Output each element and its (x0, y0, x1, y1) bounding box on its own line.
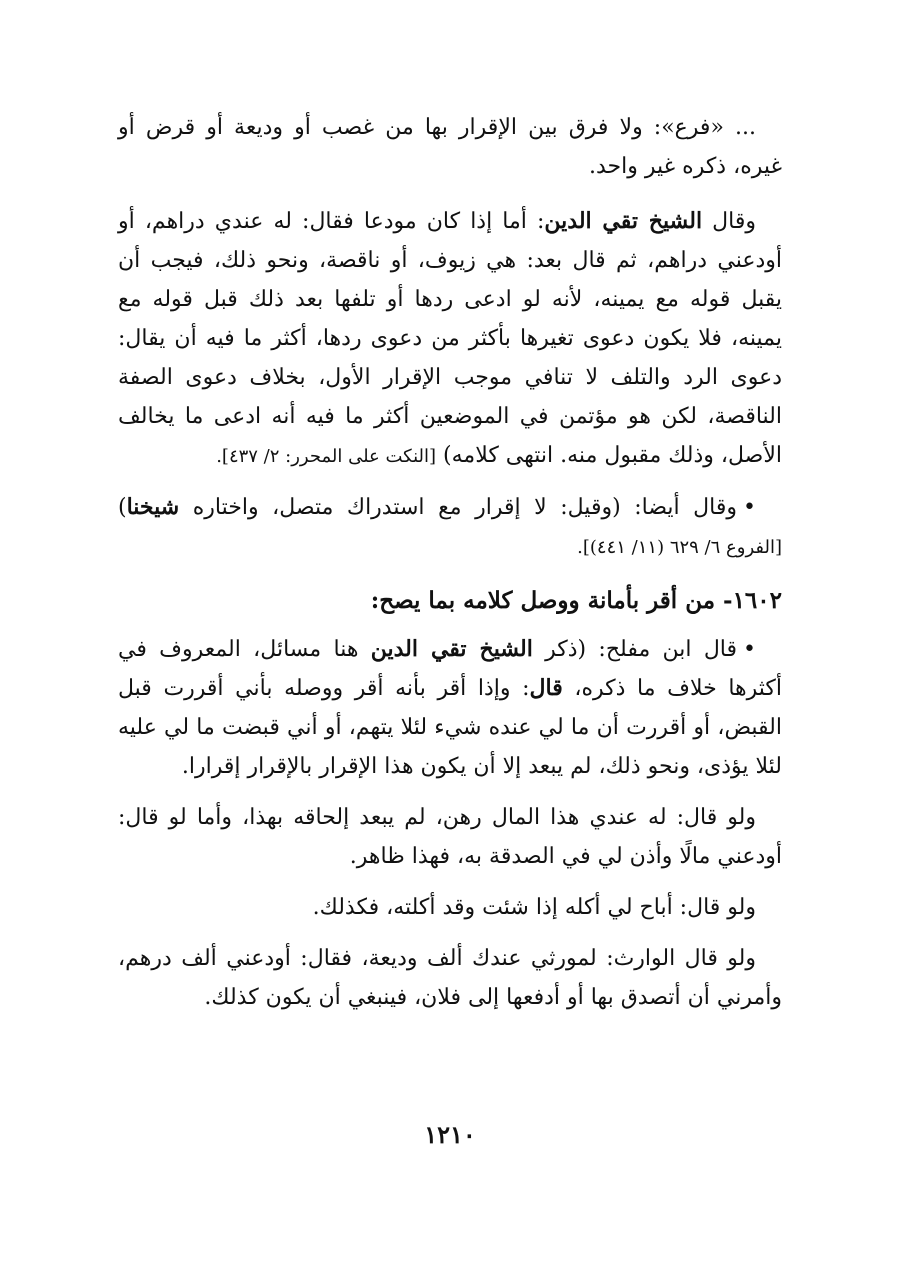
text-segment: قال ابن مفلح: (ذكر (532, 637, 738, 662)
bullet-icon: • (743, 637, 757, 662)
name-highlight: الشيخ تقي الدين (370, 636, 533, 662)
text-segment: وقال (702, 209, 756, 234)
reference-citation: [النكت على المحرر: ٢/ ٤٣٧]. (216, 446, 437, 467)
paragraph-text: ... «فرع»: ولا فرق بين الإقرار بها من غصب أو وديعة أو قرض أو غيره، ذكره غير واحد. (118, 115, 782, 179)
text-segment: : أما إذا كان مودعا فقال: له عندي دراهم، أو أودعني دراهم، ثم قال بعد: هي زيوف، أو ناقصة، ونحو ذلك، فيجب أن يقبل قوله مع يمينه، لأنه لو ادعى ردها أو تلفها بعد ذلك قبل قوله مع يمينه، فلا يكون دعوى تغيرها بأكثر من دعوى ردها، أكثر ما فيه أن يقال: دعوى الرد والتلف لا تنافي موجب الإقرار الأول، بخلاف دعوى الصفة الناقصة، لكن هو مؤتمن في الموضعين أكثر ما فيه أنه ادعى ما يخالف الأصل، وذلك مقبول منه. انتهى كلامه) (118, 209, 782, 468)
paragraph-shaykh-quote (118, 202, 782, 476)
paragraph-text: ولو قال: له عندي هذا المال رهن، لم يبعد إلحاقه بهذا، وأما لو قال: أودعني مالًا وأذن لي في الصدقة به، فهذا ظاهر. (118, 805, 782, 869)
text-segment: ) (118, 495, 127, 520)
name-highlight: شيخنا (126, 494, 180, 520)
section-title: من أقر بأمانة ووصل كلامه بما يصح: (370, 587, 716, 614)
section-heading (118, 581, 782, 620)
paragraph-text: ولو قال الوارث: لمورثي عندك ألف وديعة، فقال: أودعني ألف درهم، وأمرني أن أتصدق بها أو أدفعها إلى فلان، فينبغي أن يكون كذلك. (118, 946, 782, 1010)
bullet-icon: • (743, 495, 756, 520)
paragraph-rahn (118, 798, 782, 876)
paragraph-abaha (118, 888, 782, 927)
page-number: ١٢١٠ (424, 1120, 476, 1149)
reference-citation: [الفروع ٦/ ٦٢٩ (١١/ ٤٤١)]. (577, 537, 782, 558)
text-segment: وقال أيضا: (وقيل: لا إقرار مع استدراك متصل، واختاره (179, 495, 738, 520)
said-highlight: قال (529, 675, 563, 701)
section-number: ١٦٠٢- (723, 587, 782, 614)
paragraph-warith (118, 939, 782, 1017)
text-segment: هنا مسائل، المعروف في أكثرها خلاف ما ذكره، (118, 637, 782, 701)
paragraph-text: ولو قال: أباح لي أكله إذا شئت وقد أكلته، فكذلك. (312, 895, 756, 920)
text-segment: : وإذا أقر بأنه أقر ووصله بأني أقررت قبل القبض، أو أقررت أن ما لي عنده شيء لئلا يتهم، أو أني قبضت ما لي عليه لئلا يؤذى، ونحو ذلك، لم يبعد إلا أن يكون هذا الإقرار بالإقرار إقرارا. (118, 676, 782, 779)
paragraph-ibn-muflih (118, 630, 782, 786)
name-highlight: الشيخ تقي الدين (544, 208, 703, 234)
paragraph-fara (118, 108, 782, 186)
paragraph-also-said (118, 488, 782, 567)
